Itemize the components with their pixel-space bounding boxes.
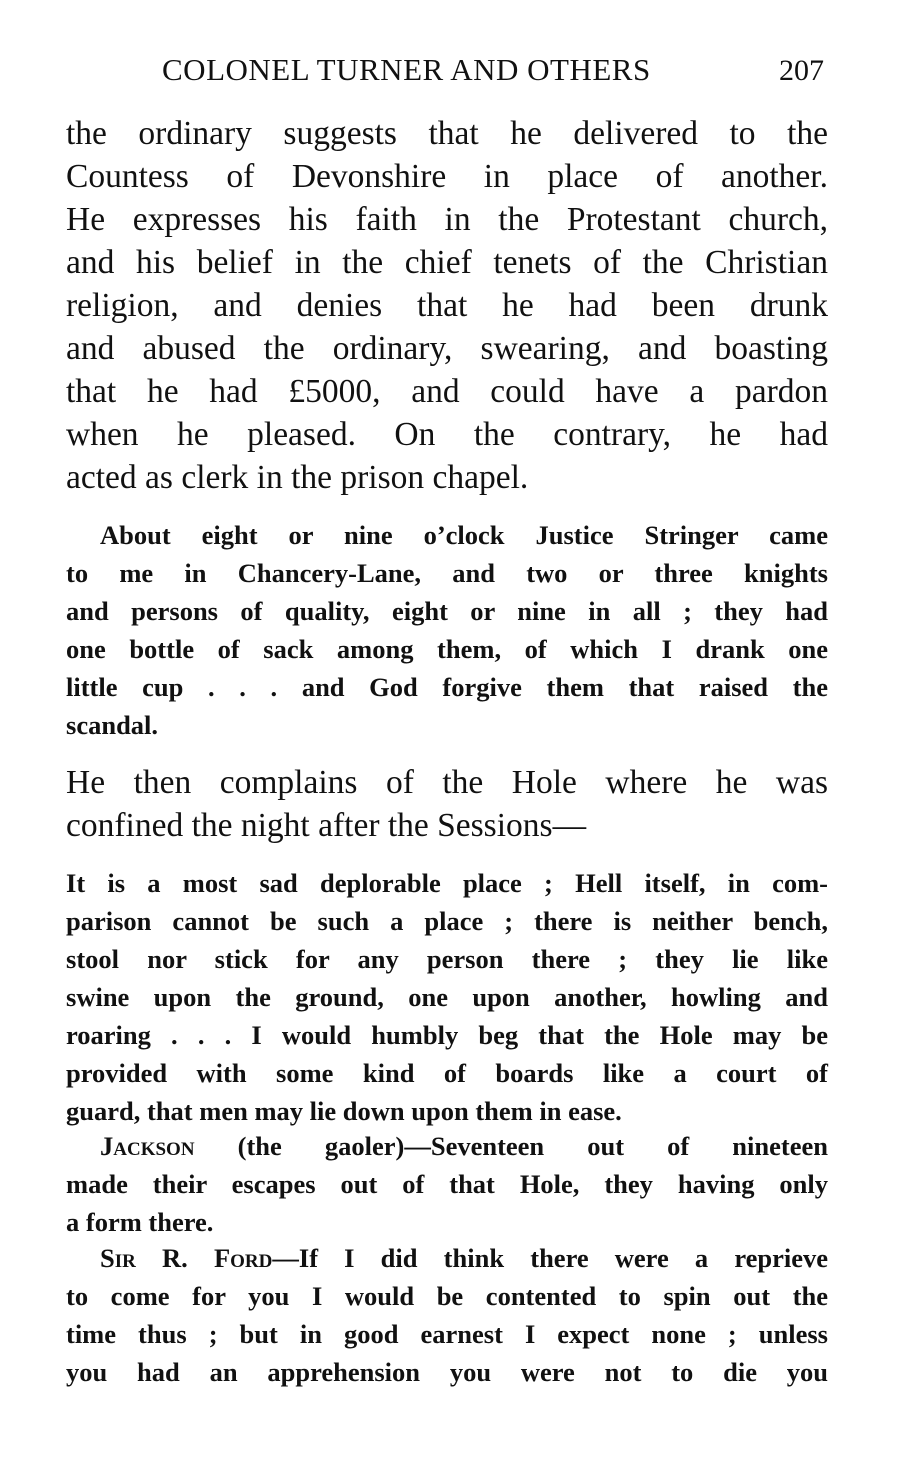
- quote-line: parison cannot be such a place ; there is neither bench,: [66, 906, 828, 936]
- text-line: He expresses his faith in the Protestant church,: [66, 201, 828, 238]
- quote-line: scandal.: [66, 710, 159, 740]
- speech-line: [100, 1127, 828, 1165]
- text-line: confined the night after the Sessions—: [66, 807, 587, 844]
- quote-line: provided with some kind of boards like a court of: [66, 1058, 828, 1088]
- speech-text: (the gaoler)—Seventeen out of nineteen: [194, 1131, 828, 1161]
- text-line: He then complains of the Hole where he was: [66, 764, 828, 801]
- text-line: the ordinary suggests that he delivered to the: [66, 115, 828, 152]
- quote-line: swine upon the ground, one upon another, howling and: [66, 982, 828, 1012]
- speech-line: to come for you I would be contented to spin out the: [66, 1281, 828, 1311]
- speech-line: you had an apprehension you were not to die you: [66, 1357, 828, 1387]
- text-line: that he had £5000, and could have a pardon: [66, 373, 828, 410]
- text-line: when he pleased. On the contrary, he had: [66, 416, 828, 453]
- speaker-name: Jackson: [100, 1131, 195, 1161]
- text-line: religion, and denies that he had been drunk: [66, 287, 828, 324]
- quote-line: stool nor stick for any person there ; they lie like: [66, 944, 828, 974]
- text-line: and his belief in the chief tenets of the Christian: [66, 244, 828, 281]
- speech-line: a form there.: [66, 1207, 214, 1237]
- quote-line: It is a most sad deplorable place ; Hell itself, in com-: [66, 868, 828, 898]
- text-line: and abused the ordinary, swearing, and boasting: [66, 330, 828, 367]
- page-number: 207: [779, 54, 824, 87]
- quote-line: little cup . . . and God forgive them that raised the: [66, 672, 828, 702]
- speech-line: made their escapes out of that Hole, they having only: [66, 1169, 828, 1199]
- quote-line: roaring . . . I would humbly beg that the Hole may be: [66, 1020, 828, 1050]
- quote-line: to me in Chancery-Lane, and two or three knights: [66, 558, 828, 588]
- quote-line: guard, that men may lie down upon them in ease.: [66, 1096, 622, 1126]
- speech-line: time thus ; but in good earnest I expect none ; unless: [66, 1319, 828, 1349]
- quote-line: About eight or nine o’clock Justice Stringer came: [100, 520, 828, 550]
- speaker-name: Sir R. Ford: [100, 1243, 273, 1273]
- speech-text: —If I did think there were a reprieve: [272, 1243, 829, 1273]
- running-head: COLONEL TURNER AND OTHERS: [162, 52, 651, 87]
- quote-line: one bottle of sack among them, of which I drank one: [66, 634, 828, 664]
- page-header: [66, 52, 830, 92]
- text-line: acted as clerk in the prison chapel.: [66, 459, 529, 496]
- text-line: Countess of Devonshire in place of another.: [66, 158, 828, 195]
- quote-line: and persons of quality, eight or nine in all ; they had: [66, 596, 828, 626]
- speech-line: [100, 1239, 828, 1277]
